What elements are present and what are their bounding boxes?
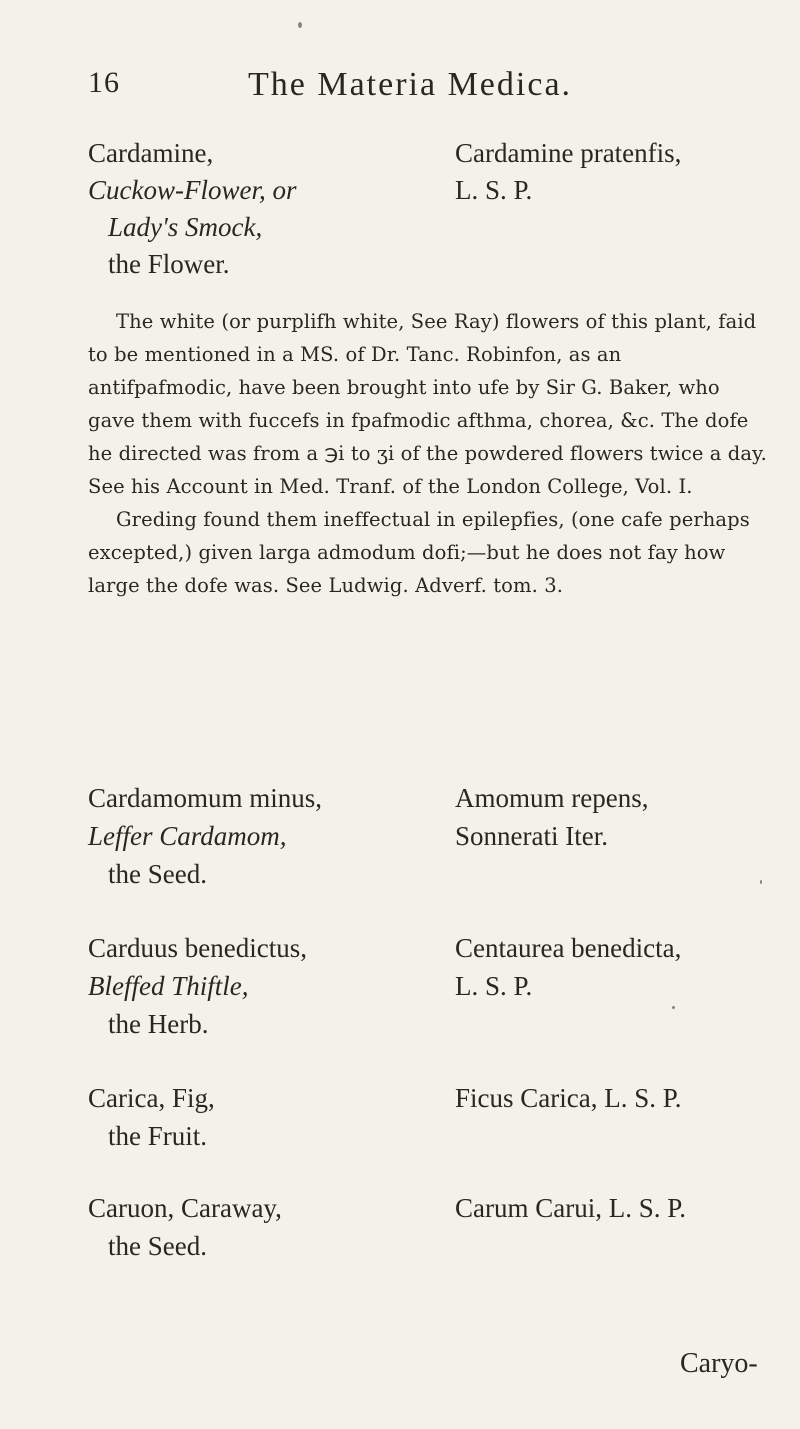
print-speck (760, 880, 762, 884)
entry-cardamomum-part: the Seed. (108, 859, 207, 889)
entry-carica-name: Carica, Fig, (88, 1083, 215, 1113)
print-speck (298, 22, 302, 28)
catchword: Caryo- (680, 1348, 758, 1379)
entry-cardamomum-linnaean: Amomum repens, (455, 783, 649, 813)
running-title: The Materia Medica. (248, 66, 573, 103)
entry-carduus-name: Carduus benedictus, (88, 933, 307, 963)
entry-cardamomum-ref: Sonnerati Iter. (455, 821, 608, 851)
entry-carduus-common: Bleffed Thiftle, (88, 971, 249, 1001)
print-speck (672, 1006, 675, 1009)
entry-carduus-ref: L. S. P. (455, 971, 533, 1001)
entry-cardamine-name: Cardamine, (88, 138, 214, 168)
entry-cardamine-common: Cuckow-Flower, or (88, 175, 297, 205)
entry-caruon-name: Caruon, Caraway, (88, 1193, 282, 1223)
commentary-paragraph: The white (or purplifh white, See Ray) flowers of this plant, faid to be mentioned in a MS. of Dr. Tanc. Robinfon, as an antifpafmodic, have been brought into ufe by Sir G. Baker, who gave them with fuccefs in fpafmodic afthma, chorea, &c. The dofe he directed was from a ℈i to ʒi of the powdered flowers twice a day. See his Account in Med. Tranf. of the London College, Vol. I. (88, 310, 767, 498)
entry-cardamine-linnaean: Cardamine pratenfis, (455, 138, 682, 168)
entry-carica-linnaean: Ficus Carica, L. S. P. (455, 1083, 682, 1113)
entry-cardamine-alt: Lady's Smock, (108, 212, 263, 242)
entry-cardamine-part: the Flower. (108, 249, 230, 279)
running-header (88, 66, 728, 116)
entry-carica-part: the Fruit. (108, 1121, 207, 1151)
page-number: 16 (88, 66, 120, 99)
commentary-paragraph: Greding found them ineffectual in epilepfies, (one cafe perhaps excepted,) given larga admodum dofi;—but he does not fay how large the dofe was. See Ludwig. Adverf. tom. 3. (88, 508, 750, 597)
entry-cardamomum-common: Leffer Cardamom, (88, 821, 287, 851)
entry-cardamine-ref: L. S. P. (455, 175, 533, 205)
entry-caruon-part: the Seed. (108, 1231, 207, 1261)
entry-carduus-part: the Herb. (108, 1009, 209, 1039)
cardamine-commentary (88, 305, 768, 602)
entry-cardamomum-name: Cardamomum minus, (88, 783, 322, 813)
entry-caruon-linnaean: Carum Carui, L. S. P. (455, 1193, 687, 1223)
entry-carduus-linnaean: Centaurea benedicta, (455, 933, 682, 963)
